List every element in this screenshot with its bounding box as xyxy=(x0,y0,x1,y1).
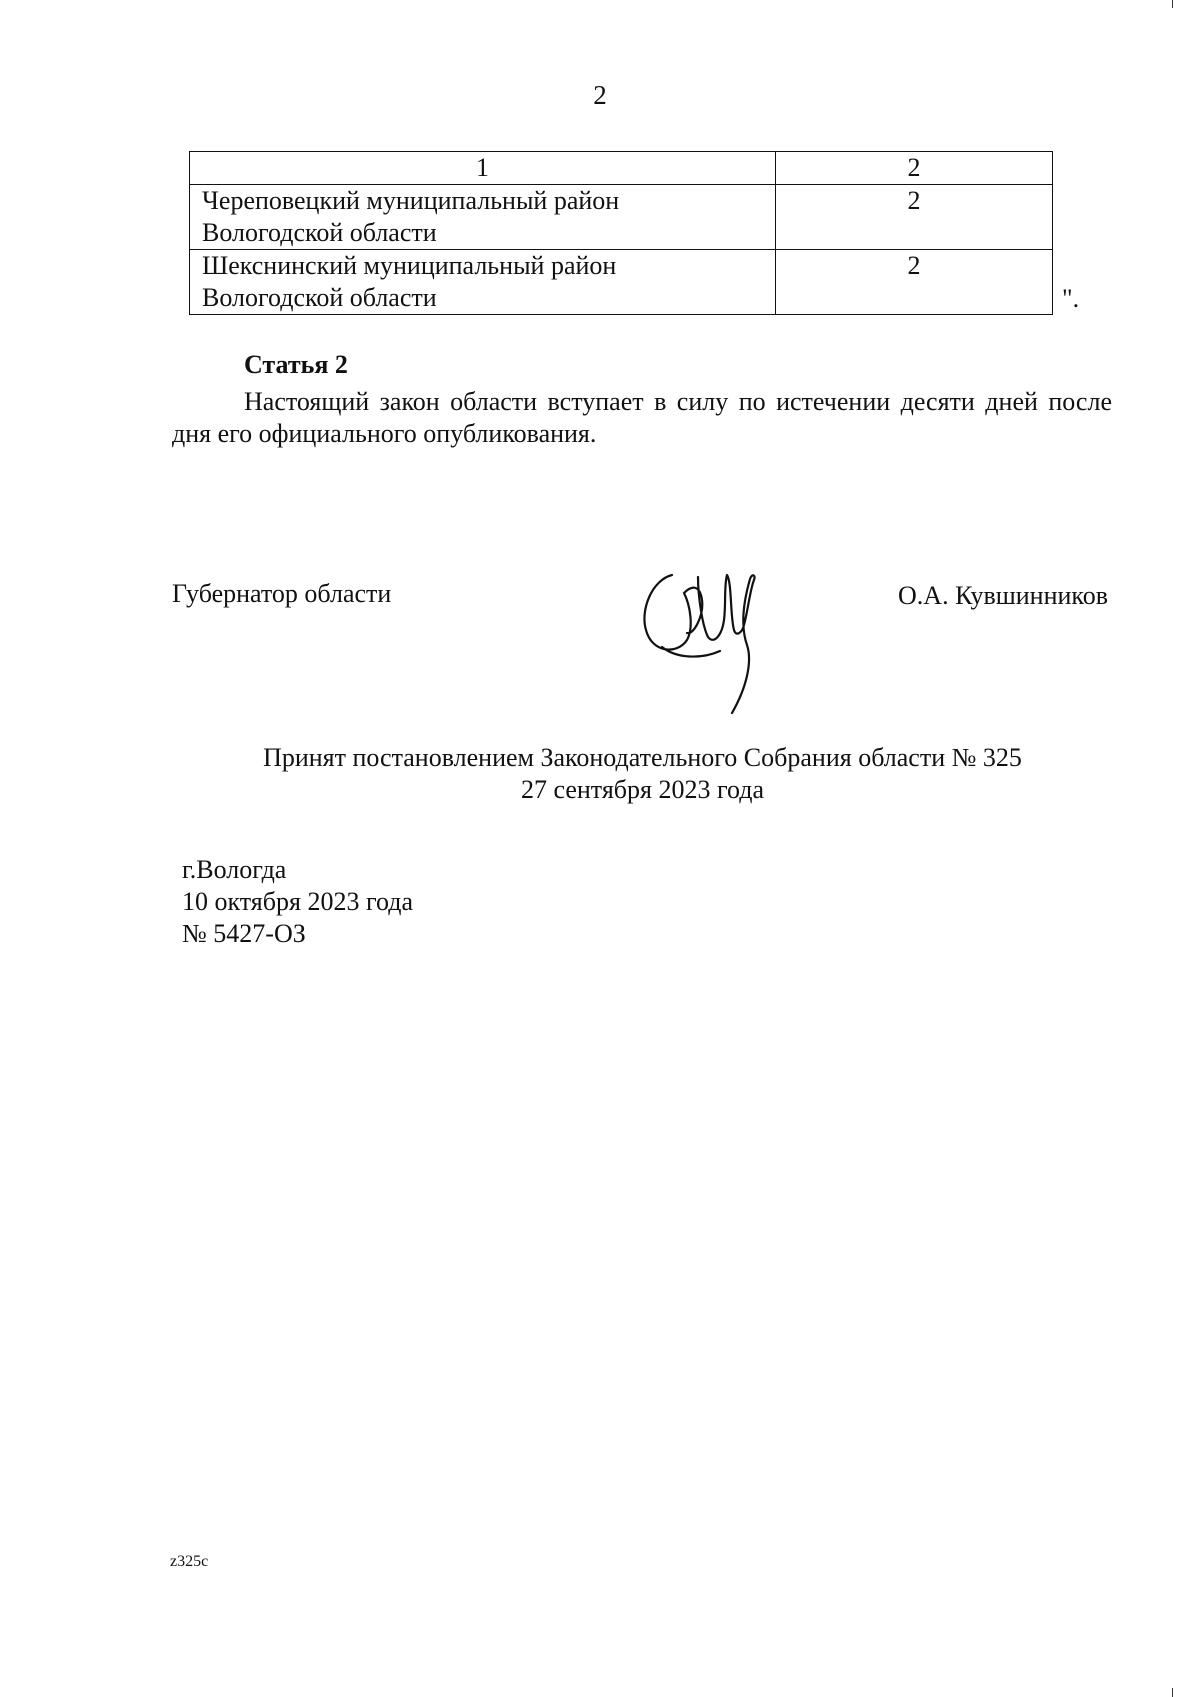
district-name-line: Вологодской области xyxy=(202,218,437,247)
handwritten-signature xyxy=(632,555,762,725)
article-title: Статья 2 xyxy=(244,350,348,379)
district-name-cell xyxy=(190,185,776,250)
page-number: 2 xyxy=(593,80,607,110)
district-name-cell xyxy=(190,250,776,315)
adoption-date: 27 сентября 2023 года xyxy=(520,775,764,804)
table-header-row xyxy=(190,152,1053,185)
adoption-line: Принят постановлением Законодательного Собрания области № 325 xyxy=(263,743,1022,772)
district-name-line: Вологодской области xyxy=(202,283,437,312)
district-value-cell: 2 xyxy=(776,250,1053,315)
city: г.Вологда xyxy=(182,855,287,884)
governor-name: О.А. Кувшинников xyxy=(898,581,1108,610)
district-value-cell: 2 xyxy=(776,185,1053,250)
article-text: Настоящий закон области вступает в силу по истечении десяти дней после дня его официального опубликования. xyxy=(172,387,1112,448)
closing-quote: ". xyxy=(1062,284,1080,313)
district-name-line: Шекснинский муниципальный район xyxy=(202,251,617,280)
adoption-note xyxy=(0,742,1200,806)
table-row xyxy=(190,185,1053,250)
law-date: 10 октября 2023 года xyxy=(182,887,413,916)
governor-title: Губернатор области xyxy=(172,579,392,608)
table-header-cell: 1 xyxy=(190,152,776,185)
district-name-line: Череповецкий муниципальный район xyxy=(202,186,620,215)
table-row xyxy=(190,250,1053,315)
law-number: № 5427-ОЗ xyxy=(182,919,306,948)
scan-edge-mark xyxy=(1172,0,1173,8)
districts-table xyxy=(189,151,1053,315)
scan-edge-mark xyxy=(1172,1688,1173,1697)
table-header-cell: 2 xyxy=(776,152,1053,185)
place-date-block xyxy=(182,854,413,950)
document-code: z325c xyxy=(170,1553,209,1570)
